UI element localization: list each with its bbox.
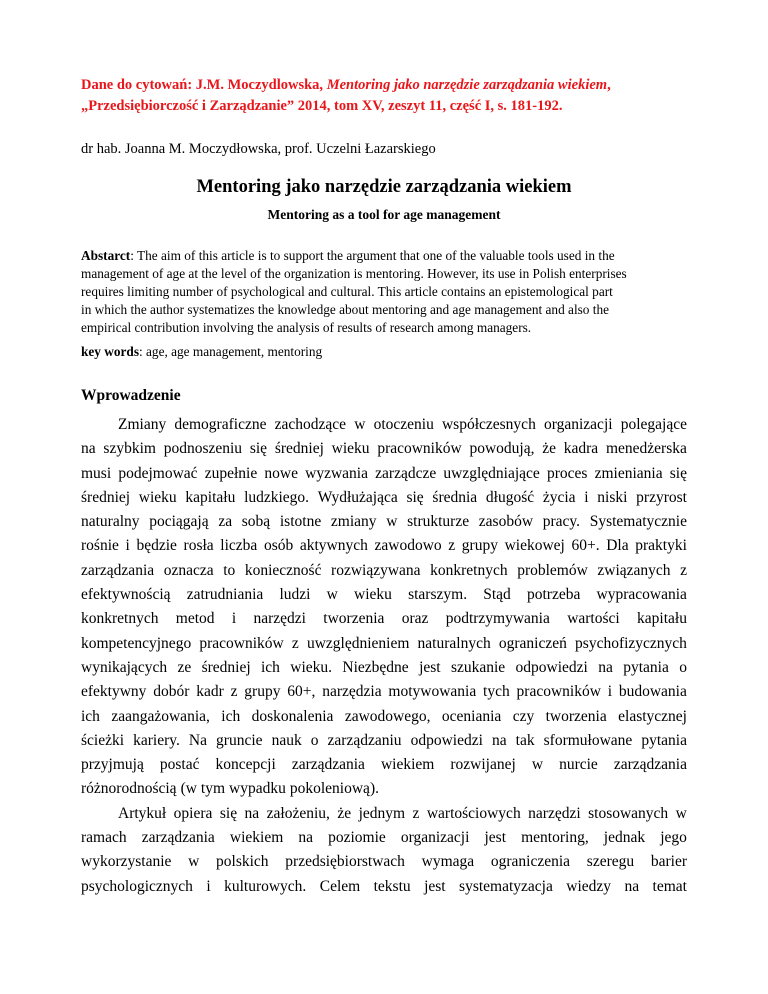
- body-line: średniej wieku kapitału ludzkiego. Wydłużająca się średnia długość życia i niski przyrost: [81, 488, 687, 506]
- citation-line-1: [81, 75, 701, 96]
- body-line: ich zaangażowania, ich doskonalenia zawodowego, oceniania czy tworzenia elastycznej: [81, 707, 687, 725]
- body-line: ścieżki kariery. Na gruncie nauk o zarządzaniu odpowiedzi na tak sformułowane pytania: [81, 731, 687, 749]
- abstract-line: management of age at the level of the organization is mentoring. However, its use in Polish enterprises: [81, 266, 627, 281]
- keywords: [81, 343, 322, 361]
- body-line: na szybkim podnoszeniu się średniej wieku pracowników powodują, że kadra menedżerska: [81, 440, 687, 458]
- body-line: efektywnością zatrudniania ludzi w wieku starszym. Stąd potrzeba wypracowania: [81, 586, 687, 604]
- body-line: ramach zarządzania wiekiem na poziomie organizacji jest mentoring, jednak jego: [81, 829, 687, 847]
- body-line: różnorodnością (w tym wypadku pokoleniową).: [81, 780, 379, 798]
- author-line: dr hab. Joanna M. Moczydłowska, prof. Uczelni Łazarskiego: [81, 141, 436, 157]
- body-line: wykorzystanie w polskich przedsiębiorstwach wymaga ograniczenia szeregu barier: [81, 853, 687, 871]
- body-line: Zmiany demograficzne zachodzące w otoczeniu współczesnych organizacji polegające: [118, 416, 687, 433]
- citation-suffix: ,: [607, 77, 611, 93]
- body-line: naturalny pociągają za sobą istotne zmiany w strukturze zasobów pracy. Systematycznie: [81, 513, 687, 531]
- section-heading: Wprowadzenie: [81, 387, 181, 404]
- citation-prefix: Dane do cytowań: J.M. Moczydlowska,: [81, 77, 327, 93]
- abstract-line: in which the author systematizes the knowledge about mentoring and age management and also the: [81, 302, 610, 317]
- body-line: kompetencyjnego pracowników z uwzględnieniem naturalnych ograniczeń psychofizycznych: [81, 634, 687, 652]
- abstract: [81, 247, 701, 337]
- body-line: przyjmują postać koncepcji zarządzania wiekiem rozwijanej w nurcie zarządzania: [81, 756, 687, 774]
- keywords-text: : age, age management, mentoring: [139, 344, 323, 359]
- keywords-label: key words: [81, 344, 139, 359]
- abstract-line: Abstarct: The aim of this article is to support the argument that one of the valuable tools used in the: [81, 248, 615, 263]
- body-line: efektywny dobór kadr z grupy 60+, narzędzia motywowania tych pracowników i budowania: [81, 683, 687, 701]
- body-line: psychologicznych i kulturowych. Celem tekstu jest systematyzacja wiedzy na temat: [81, 877, 687, 895]
- citation-line-2: „Przedsiębiorczość i Zarządzanie” 2014, tom XV, zeszyt 11, część I, s. 181-192.: [81, 98, 563, 114]
- body-line: musi podejmować zupełnie nowe wyzwania zarządcze uwzględniające proces zmieniania się: [81, 464, 687, 482]
- abstract-line: requires limiting number of psychological and cultural. This article contains an epistemological part: [81, 284, 613, 299]
- citation-block: [81, 75, 701, 117]
- body-line: konkretnych metod i narzędzi tworzenia oraz podtrzymywania wartości kapitału: [81, 610, 687, 628]
- abstract-label: Abstarct: [81, 248, 131, 263]
- body-text: [81, 413, 687, 899]
- paper-subtitle: Mentoring as a tool for age management: [267, 207, 501, 222]
- body-line: Artykuł opiera się na założeniu, że jednym z wartościowych narzędzi stosowanych w: [118, 804, 687, 822]
- abstract-line: empirical contribution involving the analysis of results of research among managers.: [81, 320, 532, 335]
- body-line: zarządzania oznacza to konieczność rozwiązywana konkretnych problemów związanych z: [81, 561, 687, 579]
- paper-title: Mentoring jako narzędzie zarządzania wiekiem: [196, 177, 572, 197]
- body-line: rośnie i będzie rosła liczba osób aktywnych zawodowo z grupy wiekowej 60+. Dla praktyki: [81, 537, 687, 555]
- body-line: wynikających ze średniej ich wieku. Niezbędne jest szukanie odpowiedzi na pytania o: [81, 658, 687, 676]
- citation-title: Mentoring jako narzędzie zarządzania wiekiem: [326, 77, 608, 93]
